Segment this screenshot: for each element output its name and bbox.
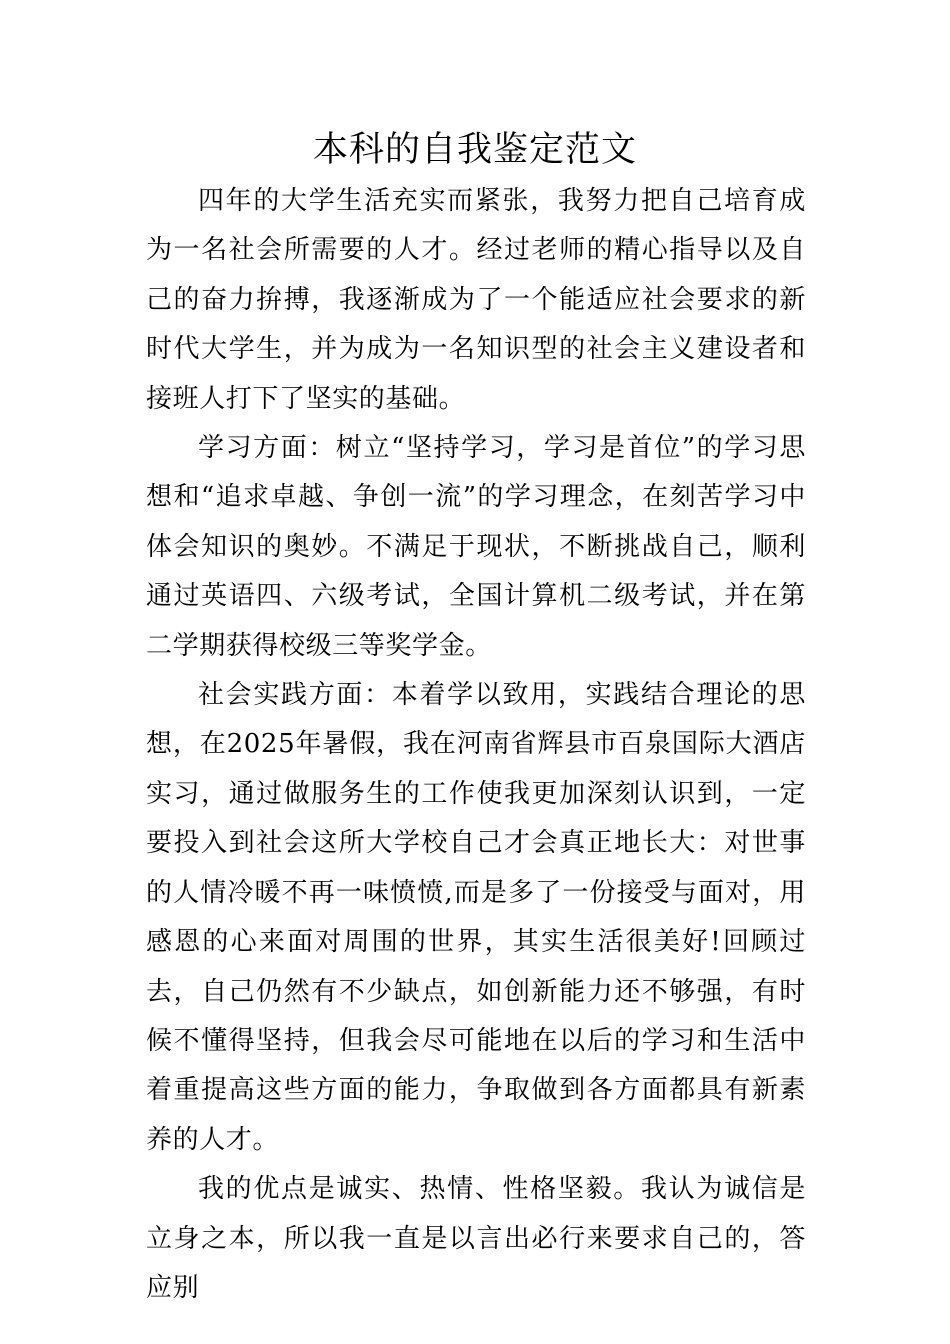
document-body (146, 177, 806, 1313)
paragraph-intro: 四年的大学生活充实而紧张，我努力把自己培育成为一名社会所需要的人才。经过老师的精心指导以及自己的奋力拚搏，我逐渐成为了一个能适应社会要求的新时代大学生，并为成为一名知识型的社会主义建设者和接班人打下了坚实的基础。 (146, 186, 806, 414)
paragraph-strengths: 我的优点是诚实、热情、性格坚毅。我认为诚信是立身之本，所以我一直是以言出必行来要求自己的，答应别 (146, 1174, 806, 1303)
paragraph-social-practice: 社会实践方面：本着学以致用，实践结合理论的思想，在2025年暑假，我在河南省辉县市百泉国际大酒店实习，通过做服务生的工作使我更加深刻认识到，一定要投入到社会这所大学校自己才会真正地长大：对世事的人情冷暖不再一味愤愤,而是多了一份接受与面对，用感恩的心来面对周围的世界，其实生活很美好!回顾过去，自己仍然有不少缺点，如创新能力还不够强，有时候不懂得坚持，但我会尽可能地在以后的学习和生活中着重提高这些方面的能力，争取做到各方面都具有新素养的人才。 (146, 680, 806, 1155)
paragraph-study: 学习方面：树立“坚持学习，学习是首位”的学习思想和“追求卓越、争创一流”的学习理念，在刻苦学习中体会知识的奥妙。不满足于现状，不断挑战自己，顺利通过英语四、六级考试，全国计算机二级考试，并在第二学期获得校级三等奖学金。 (146, 433, 806, 661)
document-title: 本科的自我鉴定范文 (312, 130, 637, 170)
